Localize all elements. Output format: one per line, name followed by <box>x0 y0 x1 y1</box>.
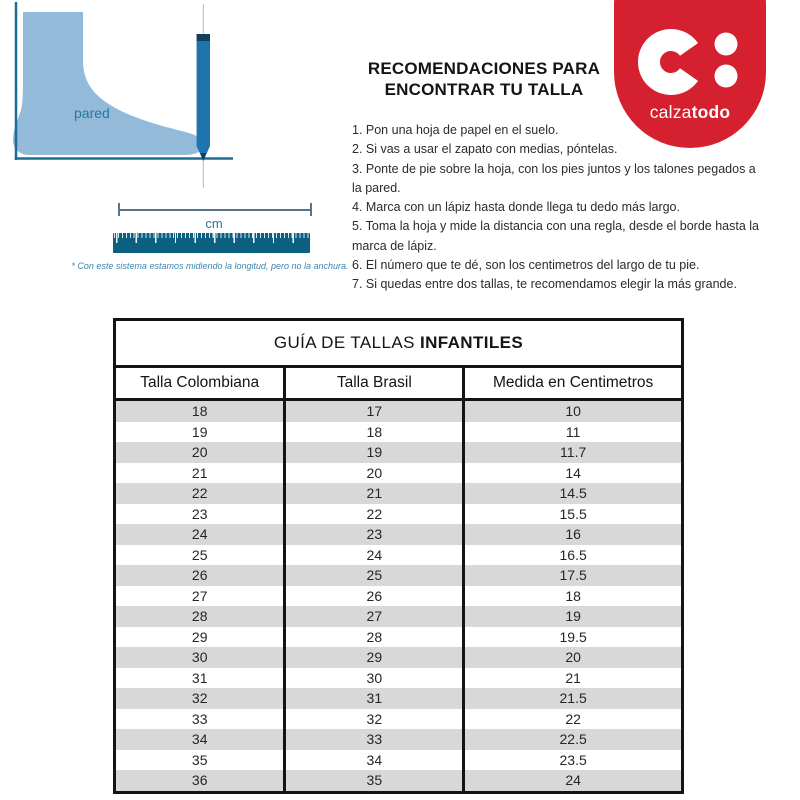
table-cell: 14 <box>464 463 683 484</box>
recommendation-step: 7. Si quedas entre dos tallas, te recomendamos elegir la más grande. <box>352 277 737 292</box>
table-cell: 20 <box>115 442 285 463</box>
table-row <box>115 524 683 545</box>
table-cell: 22 <box>115 483 285 504</box>
column-header-talla-brasil: Talla Brasil <box>285 367 464 400</box>
table-cell: 18 <box>115 400 285 422</box>
table-cell: 16 <box>464 524 683 545</box>
table-title-row <box>115 320 683 367</box>
table-cell: 30 <box>115 647 285 668</box>
table-cell: 26 <box>285 586 464 607</box>
foot-silhouette <box>13 12 204 155</box>
recommendation-step: 6. El número que te dé, son los centimetros del largo de tu pie. <box>352 258 700 273</box>
table-cell: 15.5 <box>464 504 683 525</box>
table-row <box>115 463 683 484</box>
table-row <box>115 750 683 771</box>
table-cell: 21 <box>464 668 683 689</box>
table-cell: 21 <box>285 483 464 504</box>
table-cell: 29 <box>115 627 285 648</box>
table-cell: 25 <box>285 565 464 586</box>
table-row <box>115 442 683 463</box>
table-cell: 24 <box>464 770 683 792</box>
calzatodo-logo <box>614 0 766 148</box>
wall-label: pared <box>74 105 110 121</box>
table-cell: 27 <box>285 606 464 627</box>
table-cell: 20 <box>464 647 683 668</box>
table-cell: 34 <box>285 750 464 771</box>
table-cell: 36 <box>115 770 285 792</box>
table-cell: 18 <box>285 422 464 443</box>
table-row <box>115 545 683 566</box>
table-title-regular: GUÍA DE TALLAS <box>273 333 420 352</box>
table-cell: 33 <box>115 709 285 730</box>
logo-word-calza: calza <box>649 102 692 122</box>
table-cell: 33 <box>285 729 464 750</box>
table-cell: 28 <box>285 627 464 648</box>
table-cell: 11 <box>464 422 683 443</box>
table-cell: 29 <box>285 647 464 668</box>
table-cell: 30 <box>285 668 464 689</box>
table-row <box>115 729 683 750</box>
logo-word-todo: todo <box>691 102 731 122</box>
table-cell: 23.5 <box>464 750 683 771</box>
size-guide-table <box>113 318 684 794</box>
recommendations-title <box>334 58 634 100</box>
table-cell: 19 <box>464 606 683 627</box>
table-cell: 21 <box>115 463 285 484</box>
pencil-icon <box>197 34 210 161</box>
logo-wordmark <box>614 102 766 123</box>
table-cell: 17.5 <box>464 565 683 586</box>
table-cell: 25 <box>115 545 285 566</box>
column-header-medida-cm: Medida en Centimetros <box>464 367 683 400</box>
c-colon-logo-icon <box>614 0 766 148</box>
table-row <box>115 504 683 525</box>
table-cell: 27 <box>115 586 285 607</box>
recommendations-title-line2: ENCONTRAR TU TALLA <box>384 80 584 99</box>
table-cell: 14.5 <box>464 483 683 504</box>
table-cell: 22 <box>464 709 683 730</box>
table-cell: 17 <box>285 400 464 422</box>
table-cell: 31 <box>285 688 464 709</box>
table-cell: 32 <box>115 688 285 709</box>
table-row <box>115 627 683 648</box>
table-cell: 35 <box>115 750 285 771</box>
size-table-body <box>115 400 683 793</box>
recommendation-step: 2. Si vas a usar el zapato con medias, póntelas. <box>352 142 618 157</box>
table-cell: 10 <box>464 400 683 422</box>
table-cell: 16.5 <box>464 545 683 566</box>
table-cell: 22.5 <box>464 729 683 750</box>
table-row <box>115 606 683 627</box>
recommendation-step: 3. Ponte de pie sobre la hoja, con los pies juntos y los talones pegados a la pared. <box>352 161 756 195</box>
table-row <box>115 422 683 443</box>
table-cell: 35 <box>285 770 464 792</box>
table-row <box>115 688 683 709</box>
table-cell: 22 <box>285 504 464 525</box>
table-cell: 28 <box>115 606 285 627</box>
table-row <box>115 565 683 586</box>
table-cell: 23 <box>285 524 464 545</box>
recommendation-step: 4. Marca con un lápiz hasta donde llega tu dedo más largo. <box>352 200 680 215</box>
table-cell: 34 <box>115 729 285 750</box>
table-cell: 31 <box>115 668 285 689</box>
table-cell: 18 <box>464 586 683 607</box>
table-cell: 19 <box>115 422 285 443</box>
table-row <box>115 400 683 422</box>
recommendations-title-line1: RECOMENDACIONES PARA <box>367 59 601 78</box>
diagram-footnote: * Con este sistema estamos midiendo la longitud, pero no la anchura. <box>71 261 349 271</box>
table-cell: 21.5 <box>464 688 683 709</box>
table-row <box>115 647 683 668</box>
cm-label: cm <box>205 216 223 231</box>
foot-diagram-illustration <box>0 0 360 230</box>
measure-line <box>118 203 312 216</box>
recommendation-step: 1. Pon una hoja de papel en el suelo. <box>352 123 559 137</box>
table-row <box>115 709 683 730</box>
ruler-icon <box>113 233 310 253</box>
table-row <box>115 770 683 792</box>
table-title-bold: INFANTILES <box>419 333 524 352</box>
table-cell: 24 <box>285 545 464 566</box>
column-header-talla-colombiana: Talla Colombiana <box>115 367 285 400</box>
table-cell: 19.5 <box>464 627 683 648</box>
table-cell: 11.7 <box>464 442 683 463</box>
table-title <box>115 320 683 367</box>
table-cell: 23 <box>115 504 285 525</box>
table-row <box>115 483 683 504</box>
table-row <box>115 668 683 689</box>
table-cell: 20 <box>285 463 464 484</box>
table-cell: 19 <box>285 442 464 463</box>
table-row <box>115 586 683 607</box>
table-header-row <box>115 367 683 400</box>
recommendation-step: 5. Toma la hoja y mide la distancia con una regla, desde el borde hasta la marca de lápiz. <box>352 219 759 253</box>
table-cell: 24 <box>115 524 285 545</box>
table-cell: 32 <box>285 709 464 730</box>
table-cell: 26 <box>115 565 285 586</box>
